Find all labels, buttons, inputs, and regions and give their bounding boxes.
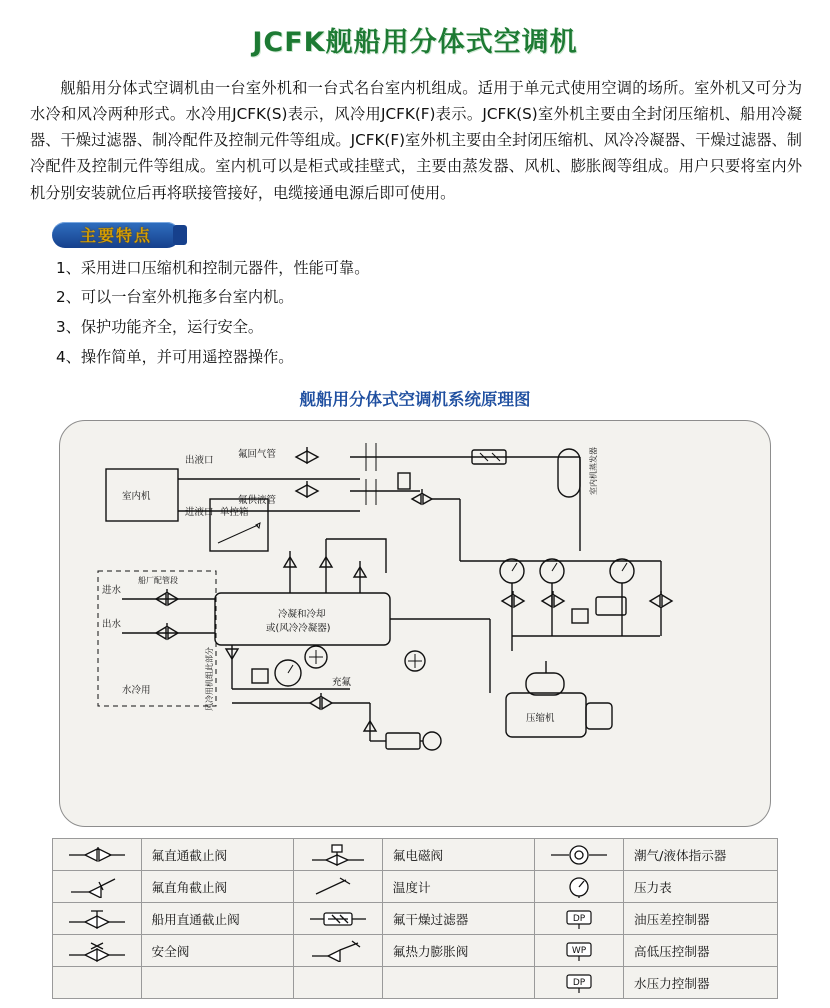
oil-dp-controller-icon (535, 903, 624, 935)
valve-symbol (502, 591, 524, 607)
legend-label: 温度计 (382, 871, 535, 903)
valve-symbol (310, 693, 332, 709)
water-dp-controller-icon (535, 967, 624, 999)
feature-banner (52, 222, 180, 248)
label-seawater-pipe: 船厂配管段 (138, 576, 178, 586)
filter-drier-icon (294, 903, 383, 935)
svg-text:DP: DP (573, 977, 586, 988)
svg-text:WP: WP (572, 945, 587, 956)
empty-cell (294, 967, 383, 999)
valve-symbol (156, 623, 178, 639)
legend-label: 船用直通截止阀 (141, 903, 294, 935)
list-item: 3、保护功能齐全，运行安全。 (56, 317, 264, 336)
legend-label: 安全阀 (141, 935, 294, 967)
feature-list (56, 254, 830, 373)
valve-symbol (156, 589, 178, 605)
legend-label: 氟热力膨胀阀 (382, 935, 535, 967)
expansion-valve-icon (294, 935, 383, 967)
pressure-gauge-icon (535, 871, 624, 903)
page-title: JCFK舰船用分体式空调机 (252, 27, 578, 58)
valve-symbol (296, 481, 318, 497)
legend-label (141, 967, 294, 999)
legend-label: 压力表 (623, 871, 777, 903)
sight-glass-icon (535, 839, 624, 871)
solenoid-valve-icon (294, 839, 383, 871)
label-water-cooled: 水冷用 (122, 685, 151, 697)
legend-label: 高低压控制器 (623, 935, 777, 967)
legend-label: 氟干燥过滤器 (382, 903, 535, 935)
label-water-in: 进水 (102, 585, 122, 597)
label-condenser-1: 冷凝和冷却 (278, 609, 326, 621)
label-liquid-in: 进液口 (185, 507, 214, 519)
angle-stop-valve-icon (53, 871, 142, 903)
label-control-box: 单控箱 (220, 507, 249, 519)
label-liquid-out: 出液口 (185, 455, 214, 467)
table-row (53, 871, 778, 903)
label-indoor-unit: 室内机 (122, 491, 151, 503)
legend-label: 油压差控制器 (623, 903, 777, 935)
legend-label: 氟直通截止阀 (141, 839, 294, 871)
legend-label (382, 967, 535, 999)
schematic-svg (60, 421, 770, 826)
hp-lp-controller-icon (535, 935, 624, 967)
legend-label: 氟直角截止阀 (141, 871, 294, 903)
label-charge: 充氟 (332, 677, 352, 689)
legend-table (52, 838, 778, 999)
list-item: 4、操作简单，并可用遥控器操作。 (56, 347, 294, 366)
intro-paragraph: 舰船用分体式空调机由一台室外机和一台式名台室内机组成。适用于单元式使用空调的场所。室外机又可分为水冷和风冷两种形式。水冷用JCFK(S)表示，风冷用JCFK(F)表示。JCFK(S)室外机主要由全封闭压缩机、船用冷凝器、干燥过滤器、制冷配件及控制元件等组成。JCFK(F)室外机主要由全封闭压缩机、风冷冷凝器、干燥过滤器、制冷配件及控制元件等组成。室内机可以是柜式或挂壁式，主要由蒸发器、风机、膨胀阀等组成。用户只要将室内外机分别安装就位后再将联接管接好，电缆接通电源后即可使用。 (30, 79, 802, 202)
label-air-cooled-note: 风冷用机组此部分 (205, 647, 214, 712)
label-gas-pipe: 氟回气管 (238, 449, 277, 461)
valve-symbol (296, 447, 318, 463)
table-row (53, 967, 778, 999)
svg-text:DP: DP (573, 913, 586, 924)
list-item: 1、采用进口压缩机和控制元器件，性能可靠。 (56, 258, 370, 277)
table-row (53, 935, 778, 967)
table-row (53, 839, 778, 871)
legend-label: 氟电磁阀 (382, 839, 535, 871)
list-item: 2、可以一台室外机拖多台室内机。 (56, 288, 294, 307)
label-compressor: 压缩机 (526, 713, 555, 725)
empty-cell (53, 967, 142, 999)
banner-label: 主要特点 (79, 226, 152, 246)
legend-label: 潮气/液体指示器 (623, 839, 777, 871)
label-condenser-2: 或(风冷冷凝器) (266, 623, 331, 635)
table-row (53, 903, 778, 935)
marine-globe-valve-icon (53, 903, 142, 935)
label-evaporator-right: 室内机蒸发器 (589, 447, 598, 496)
globe-stop-valve-icon (53, 839, 142, 871)
system-schematic (59, 420, 771, 827)
legend-label: 水压力控制器 (623, 967, 777, 999)
label-liquid-pipe: 氟供液管 (238, 495, 277, 507)
diagram-title: 舰船用分体式空调机系统原理图 (299, 390, 531, 410)
valve-symbol (542, 591, 564, 607)
safety-valve-icon (53, 935, 142, 967)
thermometer-icon (294, 871, 383, 903)
label-water-out: 出水 (102, 619, 122, 631)
